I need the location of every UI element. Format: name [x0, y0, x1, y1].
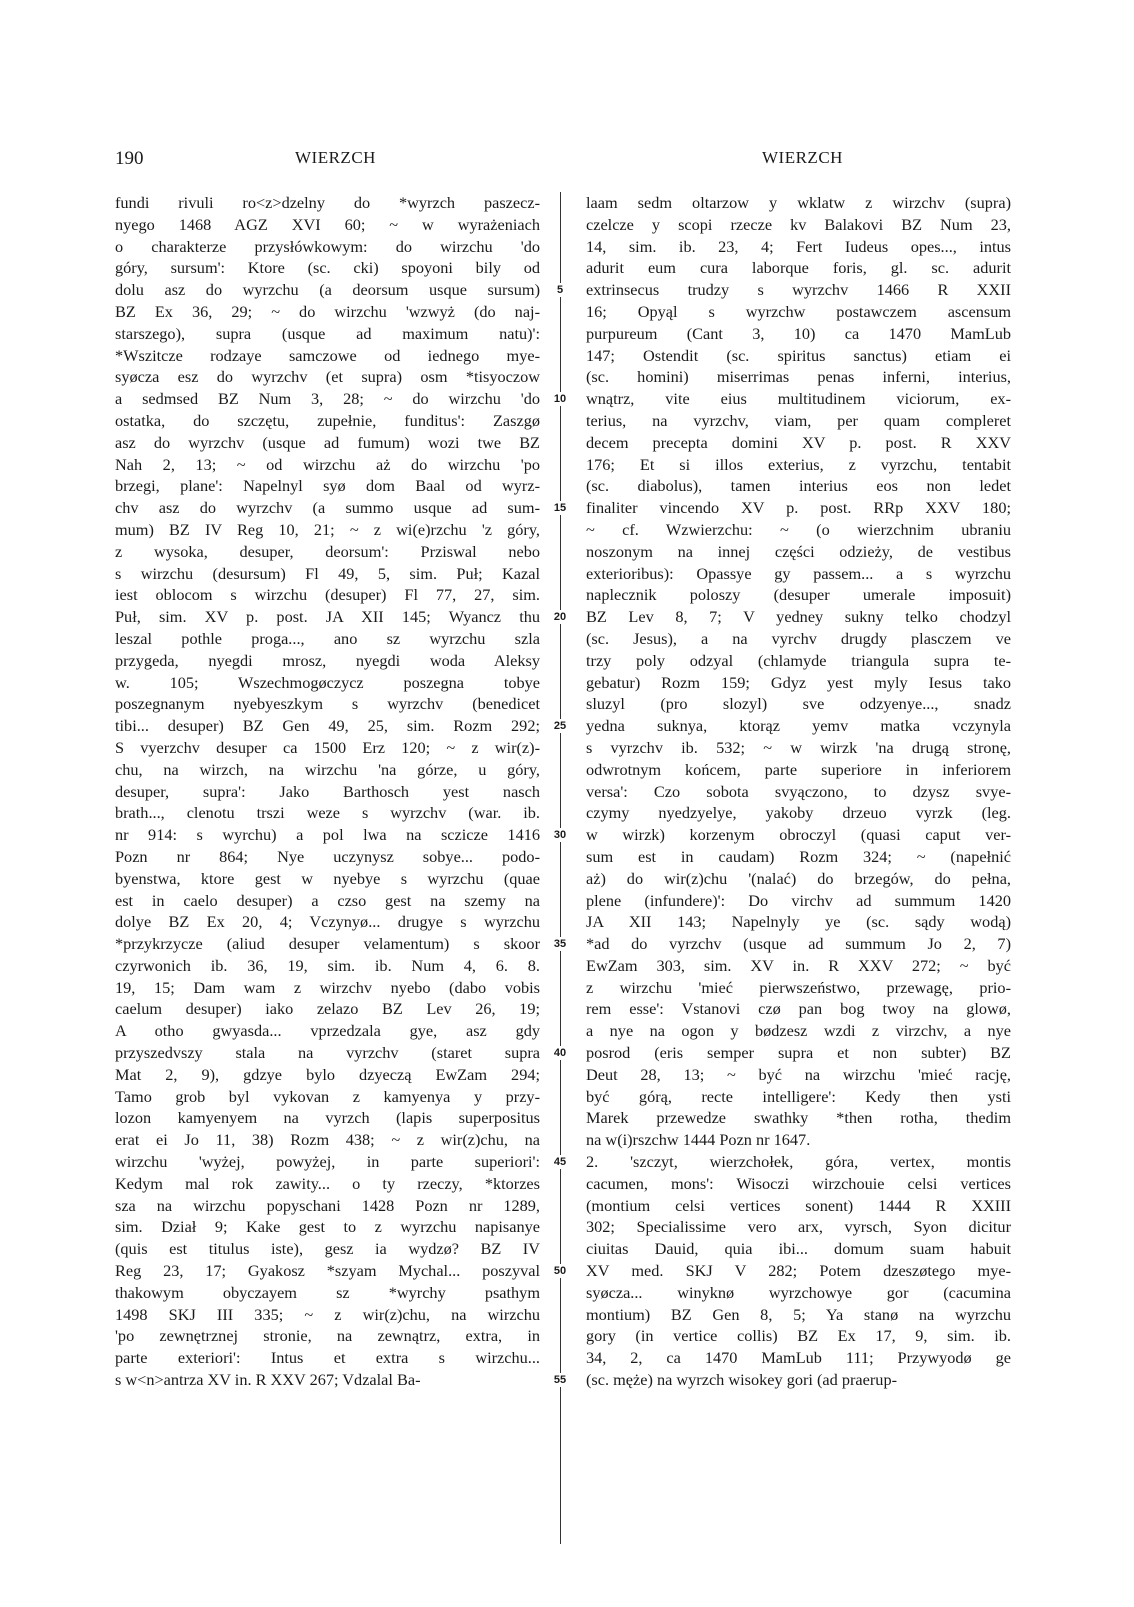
text-line: asz do wyrzchv (usque ad fumum) wozi twe BZ [115, 432, 540, 452]
text-line: (sc. diabolus), tamen interius eos non ledet [586, 476, 1011, 496]
line-number: 25 [545, 719, 575, 733]
text-line: montium) BZ Gen 8, 5; Ya stanø na wyrzchu [586, 1304, 1011, 1324]
text-line: nr 914: s wyrchu) a pol lwa na sczicze 1416 [115, 825, 540, 845]
text-line: gebatur) Rozm 159; Gdyz yest myly Iesus tako [586, 672, 1011, 692]
line-number: 15 [545, 501, 575, 515]
text-line: Tamo grob byl vykovan z kamyenya y przy- [115, 1086, 540, 1106]
line-number: 40 [545, 1046, 575, 1060]
text-line: noszonym na innej części odzieży, de vestibus [586, 541, 1011, 561]
text-line: dolye BZ Ex 20, 4; Vczynyø... drugye s wyrzchu [115, 912, 540, 932]
text-line: exterioribus): Opassye gy passem... a s wyrzchu [586, 563, 1011, 583]
text-line: versa': Czo sobota svyączono, to dzysz svye- [586, 781, 1011, 801]
text-line: wirzchu 'wyżej, powyżej, in parte superiori': [115, 1152, 540, 1172]
text-line: Kedym mal rok zawity... o ty rzeczy, *ktorzes [115, 1173, 540, 1193]
text-line: (sc. męże) na wyrzch wisokey gori (ad praerup- [586, 1370, 898, 1390]
text-line: BZ Ex 36, 29; ~ do wirzchu 'wzwyż (do naj- [115, 301, 540, 321]
text-line: mum) BZ IV Reg 10, 21; ~ z wi(e)rzchu 'z góry, [115, 519, 540, 539]
text-line: Reg 23, 17; Gyakosz *szyam Mychal... poszyval [115, 1261, 540, 1281]
text-line: ostatka, do szczętu, zupełnie, funditus': Zaszgø [115, 410, 540, 430]
text-line: 302; Specialissime vero arx, vyrsch, Syon dicitur [586, 1217, 1011, 1237]
line-number: 55 [545, 1373, 575, 1387]
text-line: wnątrz, vite eius multitudinem viciorum, ex- [586, 389, 1011, 409]
text-line: syøcza esz do wyrzchv (et supra) osm *tisyoczow [115, 367, 540, 387]
text-line: 147; Ostendit (sc. spiritus sanctus) etiam ei [586, 345, 1011, 365]
text-line: chu, na wirzch, na wirzchu 'na górze, u góry, [115, 759, 540, 779]
text-line: 14, sim. ib. 23, 4; Fert Iudeus opes..., intus [586, 236, 1011, 256]
text-line: leszal pothle proga..., ano sz wyrzchu szla [115, 628, 540, 648]
text-line: 1498 SKJ III 335; ~ z wir(z)chu, na wirzchu [115, 1304, 540, 1324]
text-line: z wirzchu 'mieć pierwszeństwo, przewagę, prio- [586, 977, 1011, 997]
text-line: caelum desuper) iako zelazo BZ Lev 26, 19; [115, 999, 540, 1019]
text-line: 176; Et si illos exterius, z vyrzchu, tentabit [586, 454, 1011, 474]
text-line: tibi... desuper) BZ Gen 49, 25, sim. Rozm 292; [115, 716, 540, 736]
text-line: a sedmsed BZ Num 3, 28; ~ do wirzchu 'do [115, 389, 540, 409]
text-line: z wysoka, desuper, deorsum': Prziswal nebo [115, 541, 540, 561]
text-line: ~ cf. Wzwierzchu: ~ (o wierzchnim ubraniu [586, 519, 1011, 539]
text-line: est in caelo desuper) a czso gest na szemy na [115, 890, 540, 910]
text-line: brzegi, plane': Napelnyl syø dom Baal od wyrz- [115, 476, 540, 496]
text-line: lozon kamyenyem na vyrzch (lapis superpositus [115, 1108, 540, 1128]
text-line: trzy poly odzyal (chlamyde triangula supra te- [586, 650, 1011, 670]
text-line: (sc. Jesus), a na vyrchv drugdy plasczem ve [586, 628, 1011, 648]
text-line: syøcza... winyknø wyrzchowye gor (cacumina [586, 1282, 1011, 1302]
text-line: być górą, recte intelligere': Kedy then ysti [586, 1086, 1011, 1106]
text-line: a nye na ogon y bødzesz wzdi z virzchv, a nye [586, 1021, 1011, 1041]
text-line: naplecznik poloszy (desuper umerale imposuit) [586, 585, 1011, 605]
text-line: sum est in caudam) Rozm 324; ~ (napełnić [586, 846, 1011, 866]
text-line: dolu asz do wyrzchu (a deorsum usque sursum) [115, 280, 540, 300]
running-title-left: WIERZCH [295, 148, 376, 167]
text-line: *ad do vyrzchv (usque ad summum Jo 2, 7) [586, 934, 1011, 954]
text-line: przygeda, nyegdi mrosz, nyegdi woda Aleksy [115, 650, 540, 670]
text-line: terius, na vyrzchv, viam, per quam compleret [586, 410, 1011, 430]
line-number: 20 [545, 610, 575, 624]
page-number: 190 [115, 148, 144, 169]
line-number: 45 [545, 1155, 575, 1169]
text-line: 34, 2, ca 1470 MamLub 111; Przywyodø ge [586, 1348, 1011, 1368]
text-line: starszego), supra (usque ad maximum natu)': [115, 323, 540, 343]
text-line: Puł, sim. XV p. post. JA XII 145; Wyancz thu [115, 607, 540, 627]
text-line: laam sedm oltarzow y wklatw z wirzchv (supra) [586, 193, 1011, 212]
text-line: s w<n>antrza XV in. R XXV 267; Vdzalal Ba- [115, 1370, 421, 1390]
right-column [586, 192, 1011, 1391]
line-number: 50 [545, 1264, 575, 1278]
text-line: (sc. homini) miserrimas penas inferni, interius, [586, 367, 1011, 387]
text-line: iest oblocom s wirzchu (desuper) Fl 77, 27, sim. [115, 585, 540, 605]
text-line: Mat 2, 9), gdzye bylo dzyeczą EwZam 294; [115, 1064, 540, 1084]
running-title-right: WIERZCH [762, 148, 843, 167]
text-line: parte exteriori': Intus et extra s wirzchu... [115, 1348, 540, 1368]
text-line: adurit eum cura laborque foris, gl. sc. adurit [586, 258, 1011, 278]
text-line: góry, sursum': Ktore (sc. cki) spoyoni bily od [115, 258, 540, 278]
text-line: decem precepta domini XV p. post. R XXV [586, 432, 1011, 452]
text-line: na w(i)rszchw 1444 Pozn nr 1647. [586, 1130, 811, 1150]
text-line: 19, 15; Dam wam z wirzchv nyebo (dabo vobis [115, 977, 540, 997]
text-line: czymy nyedzyelye, yakoby drzeuo vyrzk (leg. [586, 803, 1011, 823]
text-line: fundi rivuli ro<z>dzelny do *wyrzch paszecz- [115, 193, 540, 212]
text-line: sza na wirzchu popyschani 1428 Pozn nr 1289, [115, 1195, 540, 1215]
text-line: extrinsecus trudzy s wyrzchv 1466 R XXII [586, 280, 1011, 300]
text-line: Deut 28, 13; ~ być na wirzchu 'mieć rację, [586, 1064, 1011, 1084]
text-line: poszegnanym nyebyeszkym s wyrzchv (benedicet [115, 694, 540, 714]
text-line: 2. 'szczyt, wierzchołek, góra, vertex, montis [586, 1152, 1011, 1172]
text-line: brath..., clenotu trszi weze s wyrzchv (war. ib. [115, 803, 540, 823]
text-line: thakowym obyczayem sz *wyrchy psathym [115, 1282, 540, 1302]
text-line: gory (in vertice collis) BZ Ex 17, 9, sim. ib. [586, 1326, 1011, 1346]
text-line: odwrotnym końcem, parte superiore in inferiorem [586, 759, 1011, 779]
text-line: XV med. SKJ V 282; Potem dzeszøtego mye- [586, 1261, 1011, 1281]
text-line: rem esse': Vstanovi czø pan bog twoy na glowø, [586, 999, 1011, 1019]
text-line: 16; Opyąl s wyrzchw postawczem ascensum [586, 301, 1011, 321]
text-line: A otho gwyasda... vprzedzala gye, asz gdy [115, 1021, 540, 1041]
text-line: sluzyl (pro slozyl) sve odzyenye..., snadz [586, 694, 1011, 714]
text-line: byenstwa, ktore gest w nyebye s wyrzchu (quae [115, 868, 540, 888]
text-line: sim. Dział 9; Kake gest to z wyrzchu napisanye [115, 1217, 540, 1237]
text-line: yedna suknya, ktorąz yemv matka vczynyla [586, 716, 1011, 736]
text-line: S vyerzchv desuper ca 1500 Erz 120; ~ z wir(z)- [115, 737, 540, 757]
text-line: Marek przewedze swathky *then rotha, thedim [586, 1108, 1011, 1128]
text-line: czelcze y scopi rzecze kv Balakovi BZ Num 23, [586, 214, 1011, 234]
text-line: ciuitas Dauid, quia ibi... domum suam habuit [586, 1239, 1011, 1259]
text-line: *przykrzycze (aliud desuper velamentum) s skoor [115, 934, 540, 954]
text-line: s vyrzchv ib. 532; ~ w wirzk 'na drugą stronę, [586, 737, 1011, 757]
line-number: 10 [545, 392, 575, 406]
text-line: Pozn nr 864; Nye uczynysz sobye... podo- [115, 846, 540, 866]
text-line: s wirzchu (desursum) Fl 49, 5, sim. Puł; Kazal [115, 563, 540, 583]
text-line: EwZam 303, sim. XV in. R XXV 272; ~ być [586, 955, 1011, 975]
text-line: erat ei Jo 11, 38) Rozm 438; ~ z wir(z)chu, na [115, 1130, 540, 1150]
text-line: w wirzk) korzenym obroczyl (quasi caput ver- [586, 825, 1011, 845]
text-line: aż) do wir(z)chu '(nalać) do brzegów, do pełna, [586, 868, 1011, 888]
text-line: (quis est titulus iste), gesz ia wydzø? BZ IV [115, 1239, 540, 1259]
text-line: przyszedvszy stala na vyrzchv (staret supra [115, 1043, 540, 1063]
text-line: finaliter vincendo XV p. post. RRp XXV 180; [586, 498, 1011, 518]
text-line: cacumen, mons': Wisoczi wirzchouie celsi vertices [586, 1173, 1011, 1193]
text-line: desuper, supra': Jako Barthosch yest nasch [115, 781, 540, 801]
line-number: 5 [545, 283, 575, 297]
text-line: *Wszitcze rodzaye samczowe od iednego mye- [115, 345, 540, 365]
text-line: plene (infundere)': Do virchv ad summum 1420 [586, 890, 1011, 910]
text-line: purpureum (Cant 3, 10) ca 1470 MamLub [586, 323, 1011, 343]
left-column [115, 192, 540, 1391]
text-line: (montium celsi vertices sonent) 1444 R XXIII [586, 1195, 1011, 1215]
text-line: JA XII 143; Napelnyly ye (sc. sądy wodą) [586, 912, 1011, 932]
text-line: nyego 1468 AGZ XVI 60; ~ w wyrażeniach [115, 214, 540, 234]
text-line: o charakterze przysłówkowym: do wirzchu 'do [115, 236, 540, 256]
text-line: 'po zewnętrznej stronie, na zewnątrz, extra, in [115, 1326, 540, 1346]
line-number: 30 [545, 828, 575, 842]
text-line: chv asz do wyrzchv (a summo usque ad sum- [115, 498, 540, 518]
text-line: Nah 2, 13; ~ od wirzchu aż do wirzchu 'po [115, 454, 540, 474]
text-line: BZ Lev 8, 7; V yedney sukny telko chodzyl [586, 607, 1011, 627]
text-line: czyrwonich ib. 36, 19, sim. ib. Num 4, 6. 8. [115, 955, 540, 975]
text-line: w. 105; Wszechmogøczycz poszegna tobye [115, 672, 540, 692]
text-line: posrod (eris semper supra et non subter) BZ [586, 1043, 1011, 1063]
line-number: 35 [545, 937, 575, 951]
